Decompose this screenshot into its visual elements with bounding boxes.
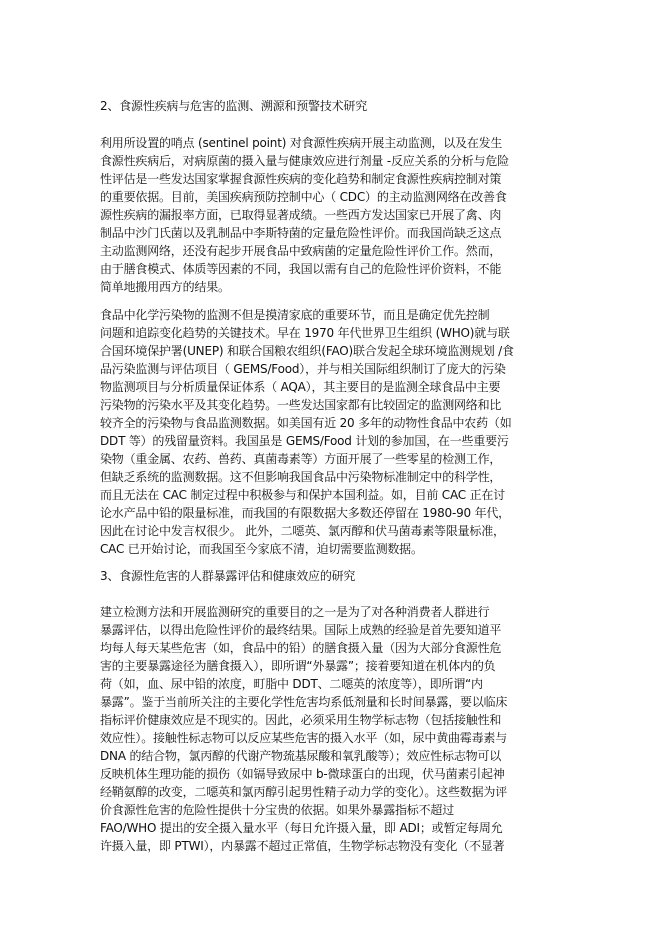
section3-paragraph1-line: FAO/WHO 提出的安全摄入量水平（每日允许摄入量，即 ADI；或暂定每周允 — [100, 821, 503, 835]
section2-paragraph2-line: 较齐全的污染物与食品监测数据。如美国有近 20 多年的动物性食品中农药（如 — [100, 416, 512, 430]
section2-paragraph2-line: 物监测项目与分析质量保证体系（ AQA），其主要目的是监测全球食品中主要 — [100, 380, 501, 394]
section3-paragraph1-line: 反映机体生理功能的损伤（如镉导致尿中 b-微球蛋白的出现，伏马菌素引起神 — [100, 767, 505, 781]
section3-paragraph1-line: 建立检测方法和开展监测研究的重要目的之一是为了对各种消费者人群进行 — [100, 605, 490, 619]
section2-paragraph1-line: 简单地搬用西方的结果。 — [100, 280, 230, 294]
section2-paragraph2-line: 但缺乏系统的监测数据。这不但影响我国食品中污染物标准制定中的科学性， — [100, 470, 502, 484]
section2-paragraph1-line: 的重要依据。目前，美国疾病预防控制中心（ CDC）的主动监测网络在改善食 — [100, 190, 507, 204]
section2-paragraph2-line: 问题和追踪变化趋势的关键技术。早在 1970 年代世界卫生组织 (WHO)就与联 — [100, 326, 510, 340]
section2-paragraph1-line: 利用所设置的哨点 (sentinel point) 对食源性疾病开展主动监测，以及在发生 — [100, 136, 503, 150]
section2-paragraph2-line: 合国环境保护署(UNEP) 和联合国粮农组织(FAO)联合发起全球环境监测规划 /食 — [100, 344, 514, 358]
section3-paragraph1-line: 指标评价健康效应是不现实的。因此，必须采用生物学标志物（包括接触性和 — [100, 713, 502, 727]
section2-paragraph2-line: 食品中化学污染物的监测不但是摸清家底的重要环节，而且是确定优先控制 — [100, 308, 490, 322]
section3-paragraph1-line: 价食源性危害的危险性提供十分宝贵的依据。如果外暴露指标不超过 — [100, 803, 455, 817]
section2-paragraph2-line: 而且无法在 CAC 制定过程中积极参与和保护本国利益。如，目前 CAC 正在讨 — [100, 488, 505, 502]
section2-paragraph2-line: DDT 等）的残留量资料。我国虽是 GEMS/Food 计划的参加国，在一些重要污 — [100, 434, 509, 448]
section3-paragraph1-line: 经鞘氨醇的改变，二噁英和氯丙醇引起男性精子动力学的变化）。这些数据为评 — [100, 785, 508, 799]
section3-paragraph1-line: 效应性）。接触性标志物可以反应某些危害的摄入水平（如，尿中黄曲霉毒素与 — [100, 731, 508, 745]
section2-paragraph2-line: 品污染监测与评估项目（ GEMS/Food），并与相关国际组织制订了庞大的污染 — [100, 362, 506, 376]
section2-paragraph1-line: 性评估是一些发达国家掌握食源性疾病的变化趋势和制定食源性疾病控制对策 — [100, 172, 502, 186]
section3-paragraph1-line: 暴露评估，以得出危险性评价的最终结果。国际上成熟的经验是首先要知道平 — [100, 623, 502, 637]
section3-paragraph1-line: 均每人每天某些危害（如，食品中的铅）的膳食摄入量（因为大部分食源性危 — [100, 641, 502, 655]
section3-heading: 3、食源性危害的人群暴露评估和健康效应的研究 — [100, 569, 356, 583]
section2-paragraph1-line: 源性疾病的漏报率方面，已取得显著成绩。一些西方发达国家已开展了禽、肉 — [100, 208, 502, 222]
section2-paragraph2-line: 论水产品中铅的限量标准，而我国的有限数据大多数还停留在 1980-90 年代， — [100, 506, 510, 520]
section3-paragraph1-line: 许摄入量，即 PTWI），内暴露不超过正常值，生物学标志物没有变化（不显著 — [100, 839, 505, 853]
section3-paragraph1-line: 荷（如，血、尿中铅的浓度，町脂中 DDT、二噁英的浓度等），即所谓“内 — [100, 677, 483, 691]
section2-paragraph2-line: CAC 已开始讨论，而我国至今家底不清，迫切需要监测数据。 — [100, 542, 423, 556]
section3-paragraph1-line: 暴露”。鉴于当前所关注的主要化学性危害均系低剂量和长时间暴露，要以临床 — [100, 695, 508, 709]
section2-paragraph1-line: 食源性疾病后，对病原菌的摄入量与健康效应进行剂量 -反应关系的分析与危险 — [100, 154, 509, 168]
section2-heading: 2、食源性疾病与危害的监测、溯源和预警技术研究 — [100, 99, 368, 113]
section2-paragraph1-line: 制品中沙门氏菌以及乳制品中李斯特菌的定量危险性评价。而我国尚缺乏这点 — [100, 226, 502, 240]
section2-paragraph2-line: 染物（重金属、农药、兽药、真菌毒素等）方面开展了一些零星的检测工作， — [100, 452, 502, 466]
section2-paragraph2-line: 污染物的污染水平及其变化趋势。一些发达国家都有比较固定的监测网络和比 — [100, 398, 502, 412]
section2-paragraph1-line: 主动监测网络，还没有起步开展食品中致病菌的定量危险性评价工作。然而， — [100, 244, 502, 258]
section3-paragraph1-line: 害的主要暴露途径为膳食摄入），即所谓“外暴露”；接着要知道在机体内的负 — [100, 659, 496, 673]
section3-paragraph1-line: DNA 的结合物，氯丙醇的代谢产物巯基尿酸和氧乳酸等）；效应性标志物可以 — [100, 749, 502, 763]
section2-paragraph1-line: 由于膳食模式、体质等因素的不同，我国以需有自己的危险性评价资料，不能 — [100, 262, 502, 276]
section2-paragraph2-line: 因此在讨论中发言权很少。 此外，二噁英、氯丙醇和伏马菌毒素等限量标准， — [100, 524, 505, 538]
